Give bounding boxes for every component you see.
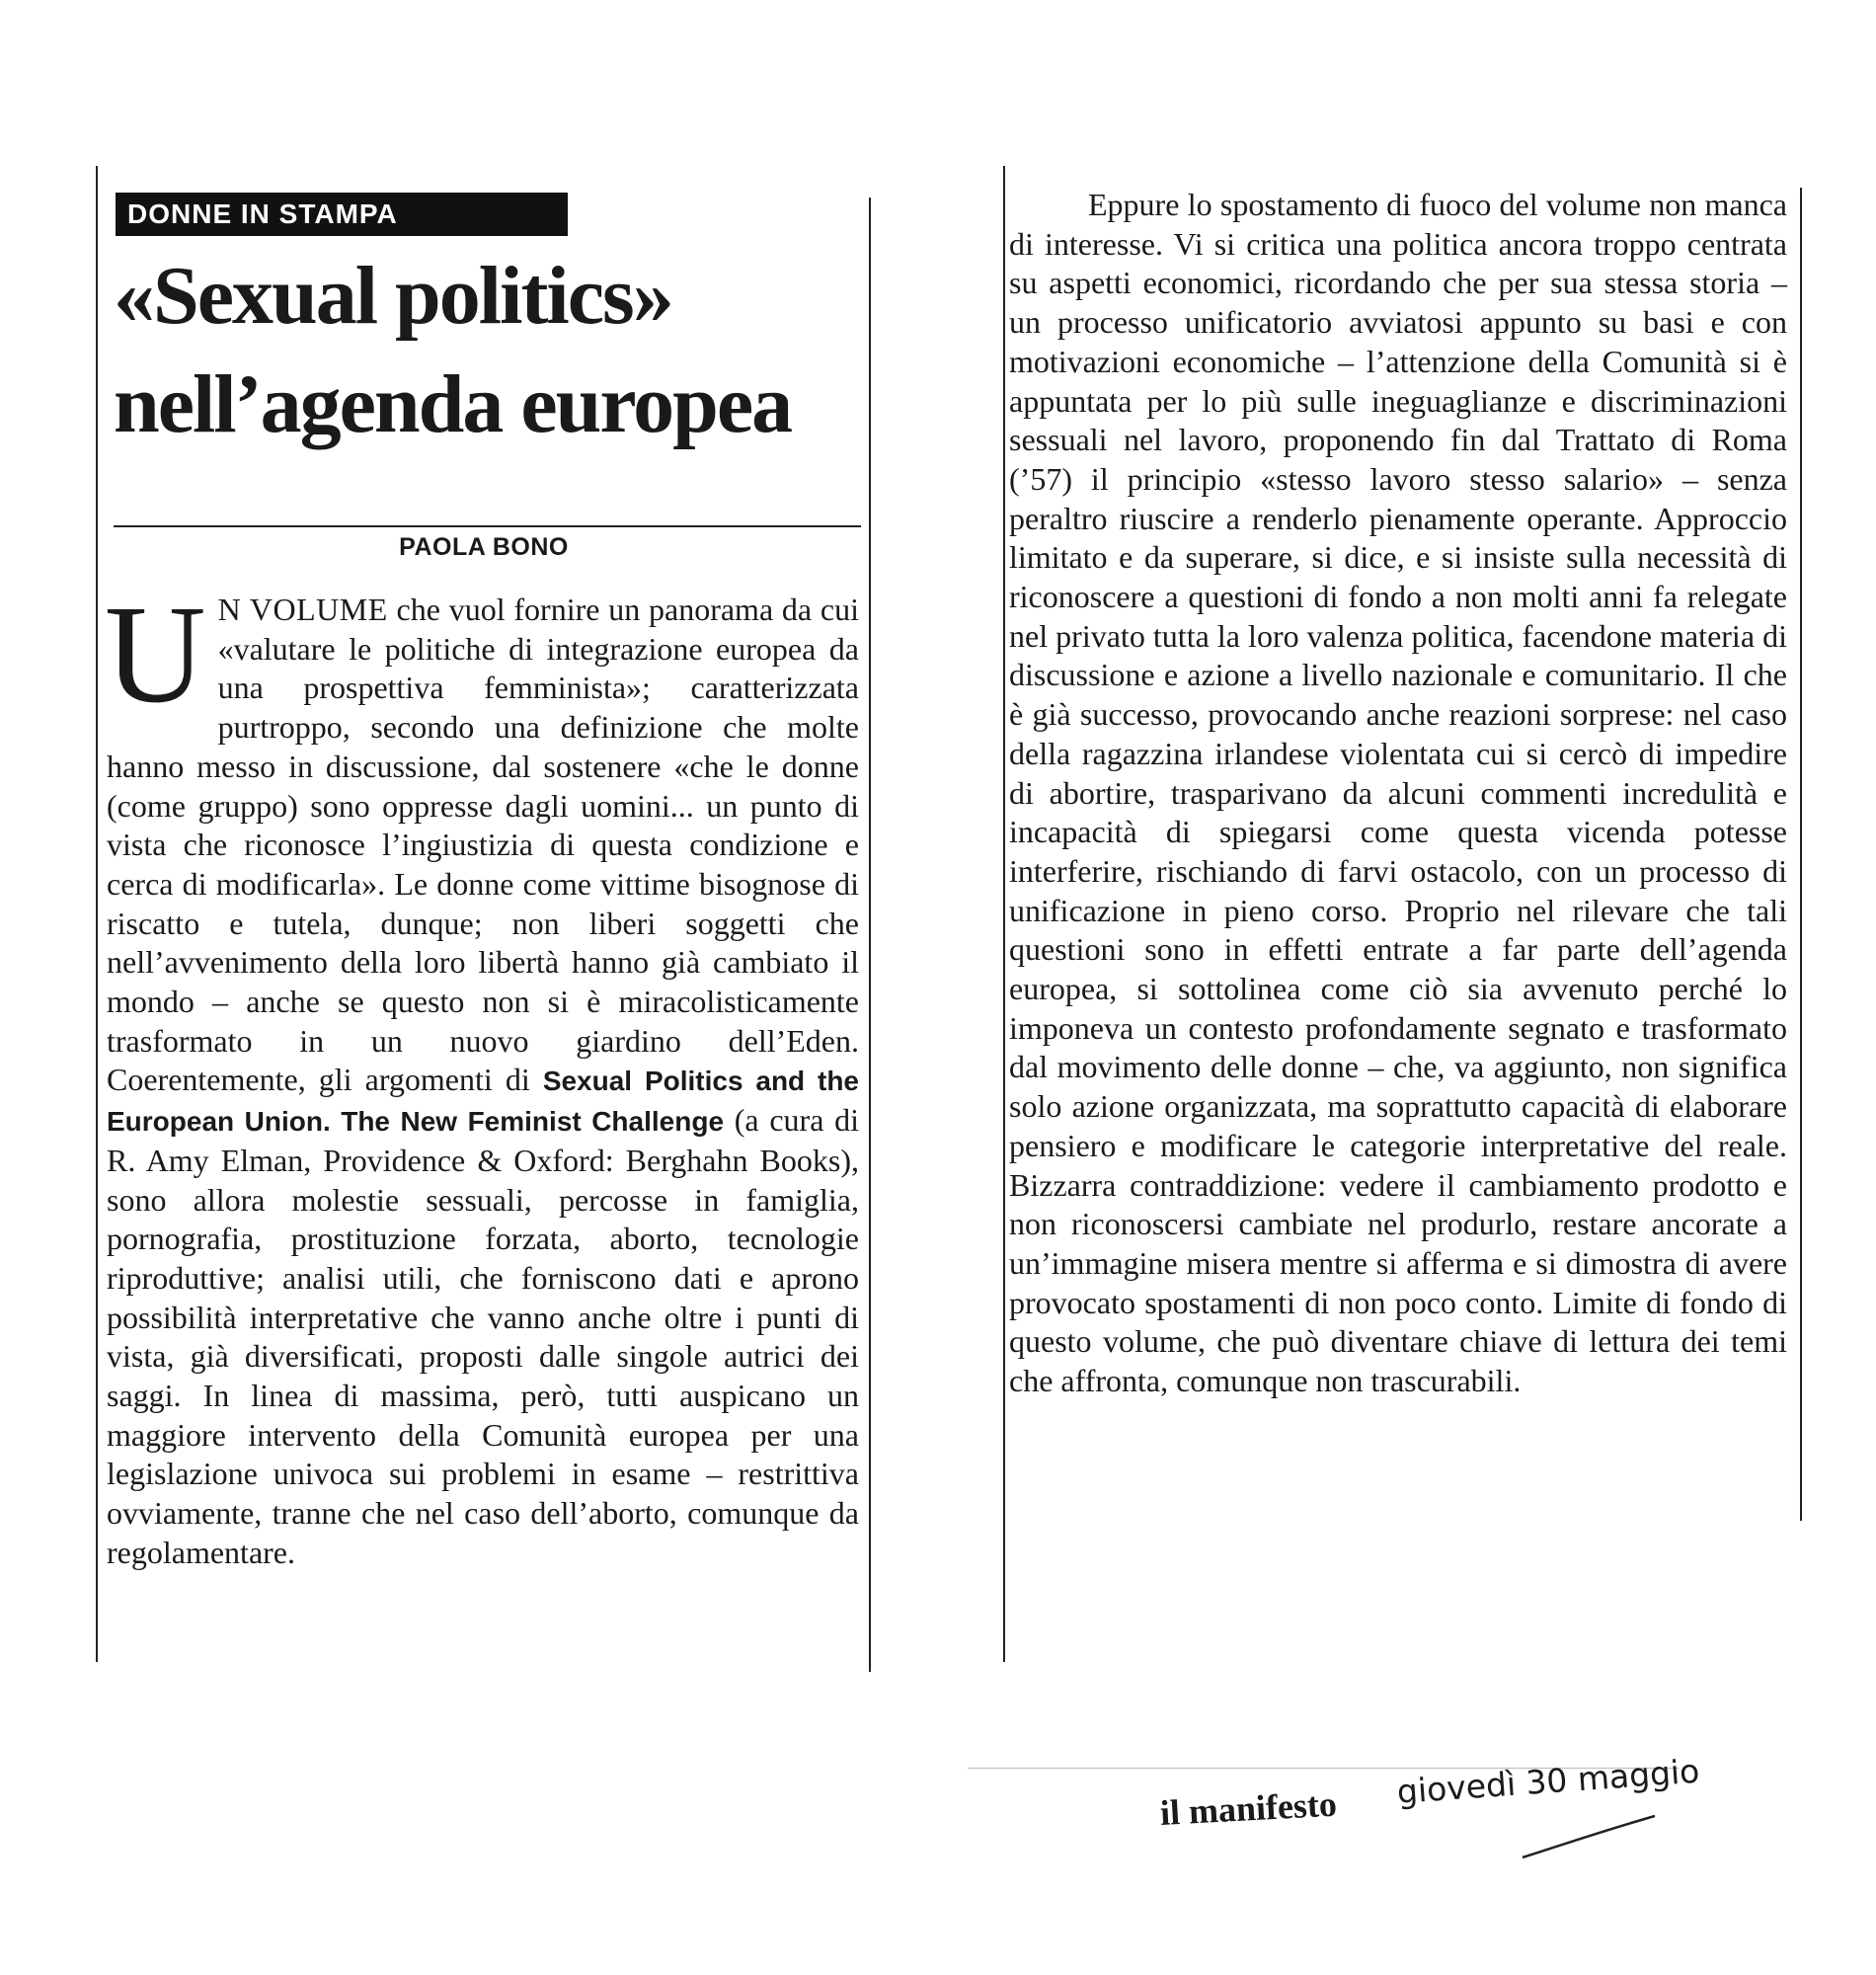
- title-rule: [114, 525, 861, 527]
- section-rubric: DONNE IN STAMPA: [116, 193, 568, 236]
- newspaper-masthead: il manifesto: [1158, 1783, 1338, 1833]
- book-title: Sexual Politics and the European Union. The New Feminist Challenge: [107, 1066, 860, 1138]
- author-byline: PAOLA BONO: [399, 533, 569, 561]
- drop-cap: U: [105, 576, 206, 732]
- headline-line-2: nell’agenda europea: [114, 358, 792, 450]
- body-text-1a: che vuol fornire un panorama da cui «valutare le politiche di integrazione europea da una prospettiva femminista»; caratterizzata purtroppo, secondo una definizione che molte hanno messo in discussione, dal sostenere «che le donne (come gruppo) sono oppresse dagli uomini... un punto di vista che riconosce l’ingiustizia di questa condizione e cerca di modificarla». Le donne come vittime bisognose di riscatto e tutela, dunque; non liberi soggetti che nell’avvenimento della loro libertà hanno già cambiato il mondo – anche se questo non si è miracolisticamente trasformato in un nuovo giardino dell’Eden. Coerentemente, gli argomenti di: [107, 592, 860, 1098]
- column-divider-rule: [869, 198, 871, 1672]
- pen-underline-stroke: [1521, 1812, 1659, 1861]
- headline-line-1: «Sexual politics»: [114, 250, 672, 342]
- column-1-paragraph: [105, 576, 860, 1573]
- article-column-2: [1009, 186, 1787, 1401]
- right-column-rule: [1800, 188, 1802, 1521]
- left-column-rule: [96, 166, 98, 1662]
- article-column-1: [105, 576, 860, 1573]
- column-2-paragraph: Eppure lo spostamento di fuoco del volume non manca di interesse. Vi si critica una politica ancora troppo centrata su aspetti economici, ricordando che per sua stessa storia – un processo unificatorio avviatosi appunto su basi e con motivazioni economiche – l’attenzione della Comunità si è appuntata per lo più sulle ineguaglianze e discriminazioni sessuali nel lavoro, proponendo fin dal Trattato di Roma (’57) il principio «stesso lavoro stesso salario» – senza peraltro riuscire a renderlo pienamente operante. Approccio limitato e da superare, si dice, e si insiste sulla necessità di riconoscere a questioni di fondo a non molti anni fa relegate nel privato tutta la loro valenza politica, facendone materia di discussione e azione a livello nazionale e comunitario. Il che è già successo, provocando anche reazioni sorprese: nel caso della ragazzina irlandese violentata cui si cercò di impedire di abortire, trasparivano da alcuni commenti incredulità e incapacità di spiegarsi come questa vicenda potesse interferire, rischiando di farvi ostacolo, con un processo di unificazione in pieno corso. Proprio nel rilevare che tali questioni sono in effetti entrate a far parte dell’agenda europea, si sottolinea come ciò sia avvenuto perché lo imponeva un contesto profondamente segnato e trasformato dal movimento delle donne – che, va aggiunto, non significa solo azione organizzata, ma soprattutto capacità di elaborare pensiero e modificare le categorie interpretative del reale. Bizzarra contraddizione: vedere il cambiamento prodotto e non riconoscersi cambiate nel produrlo, restare ancorate a un’immagine misera mentre si afferma e si dimostra di avere provocato spostamenti di non poco conto. Limite di fondo di questo volume, che può diventare chiave di lettura dei temi che affronta, comunque non trascurabili.: [1009, 187, 1787, 1399]
- body-text-1b: (a cura di R. Amy Elman, Providence & Oxford: Berghahn Books), sono allora molestie sessuali, percosse in famiglia, pornografia, prostituzione forzata, aborto, tecnologie riproduttive; analisi utili, che forniscono dati e aprono possibilità interpretative che vanno anche oltre i punti di vista, già diversificati, proposti dalle singole autrici dei saggi. In linea di massima, però, tutti auspicano un maggiore intervento della Comunità europea per una legislazione univoca sui problemi in esame – restrittiva ovviamente, tranne che nel caso dell’aborto, comunque da regolamentare.: [107, 1102, 860, 1570]
- lead-in-smallcaps: N VOLUME: [217, 592, 388, 627]
- second-column-left-rule: [1003, 166, 1005, 1662]
- handwritten-date: giovedì 30 maggio: [1395, 1751, 1701, 1811]
